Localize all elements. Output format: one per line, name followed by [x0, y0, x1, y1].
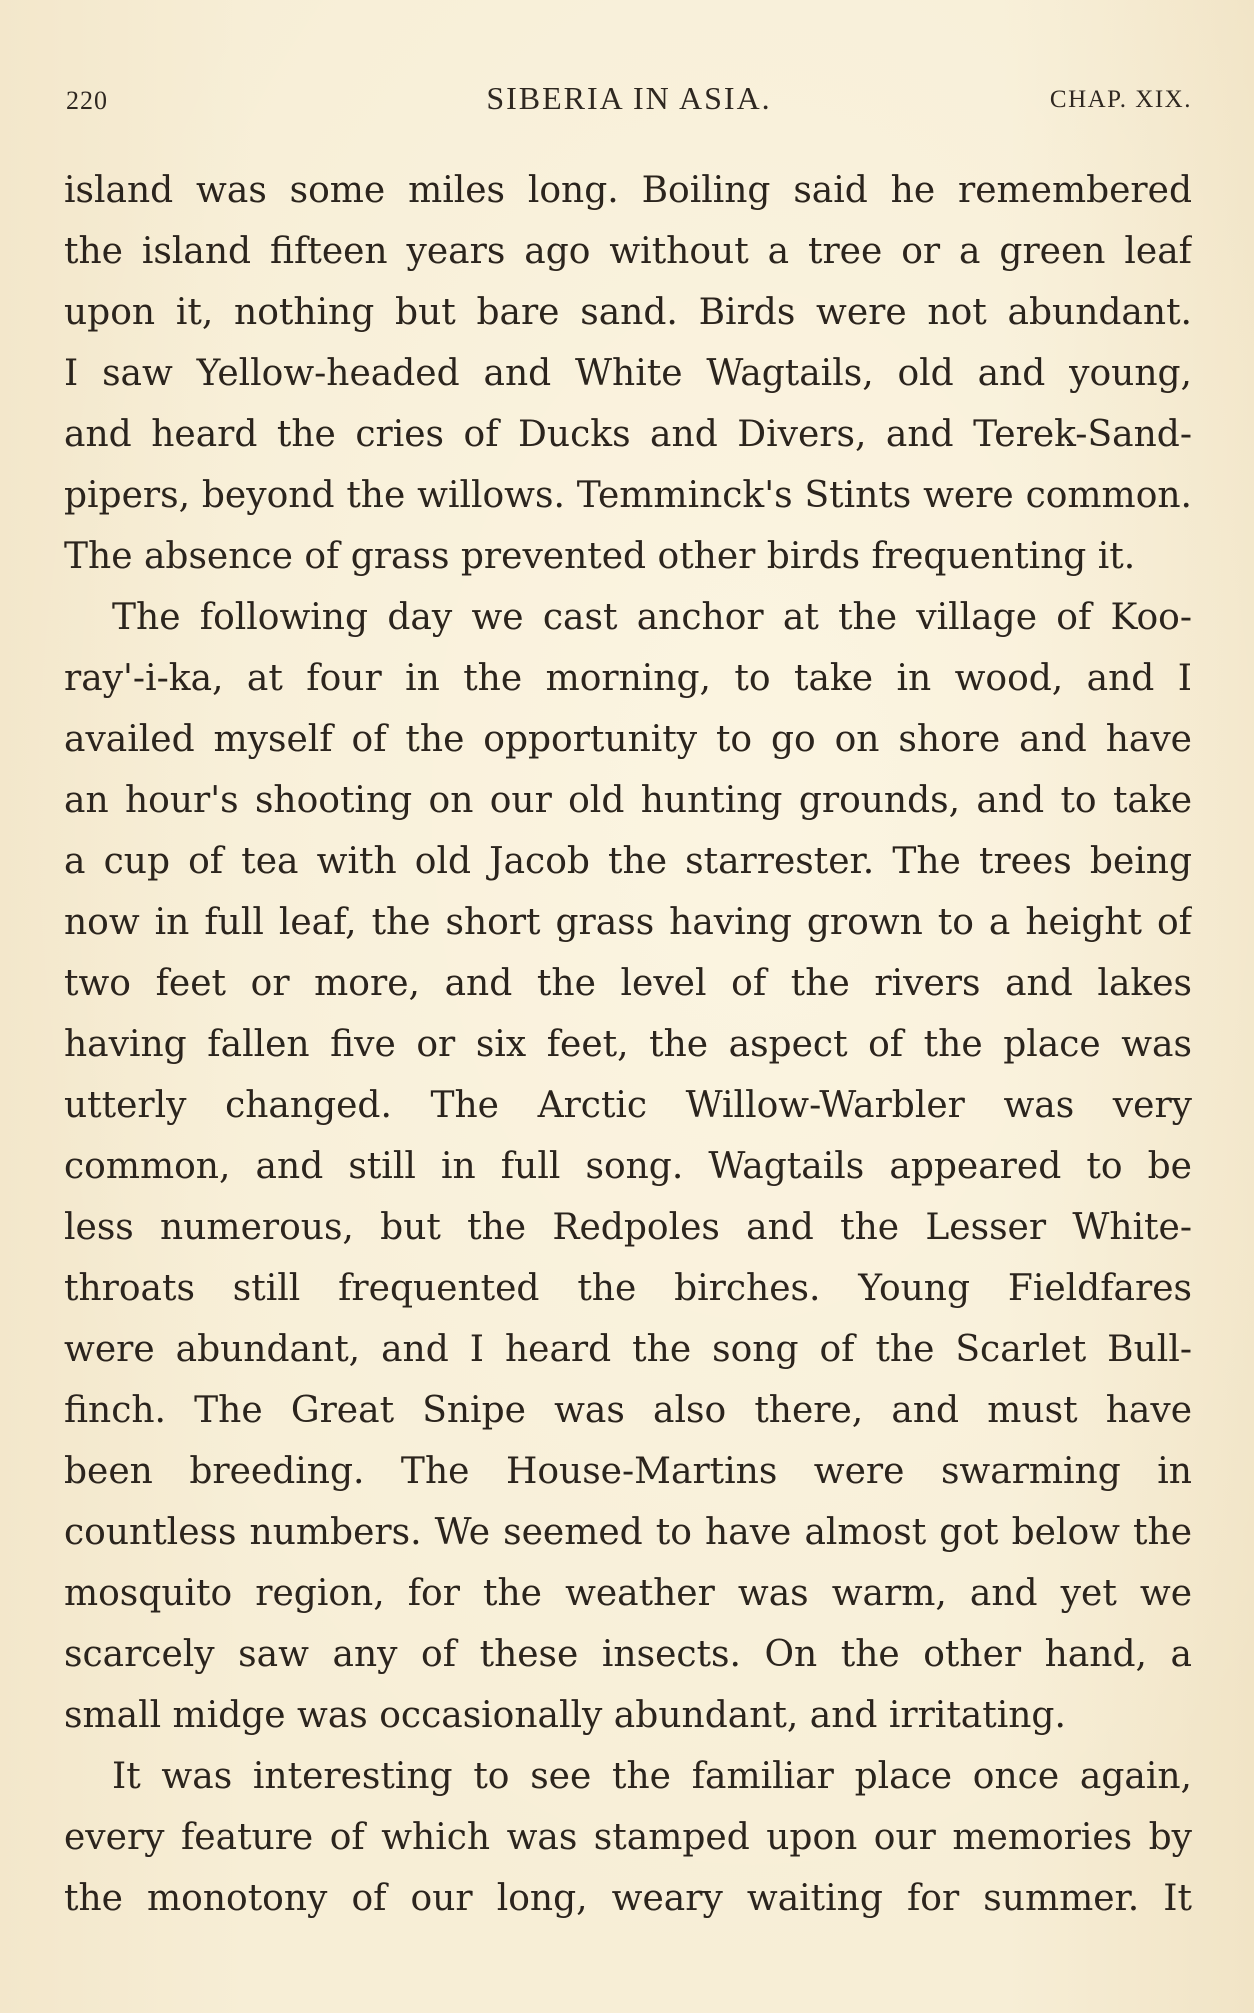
- text-line: island was some miles long. Boiling said he remembered: [64, 170, 1192, 211]
- page-header: [66, 80, 1192, 120]
- text-line: an hour's shooting on our old hunting grounds, and to take: [64, 780, 1192, 821]
- text-line: and heard the cries of Ducks and Divers, and Terek-Sand-: [64, 414, 1192, 455]
- text-line: a cup of tea with old Jacob the starrester. The trees being: [64, 841, 1192, 882]
- text-line: throats still frequented the birches. Young Fieldfares: [64, 1268, 1192, 1309]
- text-line: small midge was occasionally abundant, and irritating.: [64, 1695, 1066, 1736]
- text-line: common, and still in full song. Wagtails appeared to be: [64, 1146, 1192, 1187]
- text-line: The following day we cast anchor at the village of Koo-: [112, 597, 1192, 638]
- text-line: two feet or more, and the level of the rivers and lakes: [64, 963, 1192, 1004]
- running-title: SIBERIA IN ASIA.: [486, 80, 772, 116]
- text-line: scarcely saw any of these insects. On the other hand, a: [64, 1634, 1192, 1675]
- text-line: now in full leaf, the short grass having grown to a height of: [64, 902, 1192, 943]
- text-line: every feature of which was stamped upon our memories by: [64, 1817, 1192, 1858]
- text-line: been breeding. The House-Martins were swarming in: [64, 1451, 1192, 1492]
- text-line: countless numbers. We seemed to have almost got below the: [64, 1512, 1192, 1553]
- text-line: The absence of grass prevented other birds frequenting it.: [64, 536, 1136, 577]
- page-number: 220: [66, 86, 108, 115]
- chapter-label: CHAP. XIX.: [1049, 86, 1192, 113]
- text-line: having fallen five or six feet, the aspect of the place was: [64, 1024, 1192, 1065]
- text-line: the monotony of our long, weary waiting for summer. It: [64, 1878, 1192, 1919]
- text-line: availed myself of the opportunity to go on shore and have: [64, 719, 1192, 760]
- text-line: mosquito region, for the weather was warm, and yet we: [64, 1573, 1192, 1614]
- text-line: I saw Yellow-headed and White Wagtails, old and young,: [64, 353, 1192, 394]
- body-text: [64, 160, 1192, 1929]
- text-line: were abundant, and I heard the song of the Scarlet Bull-: [64, 1329, 1192, 1370]
- text-line: upon it, nothing but bare sand. Birds were not abundant.: [64, 292, 1192, 333]
- text-line: pipers, beyond the willows. Temminck's Stints were common.: [64, 475, 1192, 516]
- text-line: It was interesting to see the familiar place once again,: [112, 1756, 1192, 1797]
- text-line: the island fifteen years ago without a tree or a green leaf: [64, 231, 1192, 272]
- text-line: finch. The Great Snipe was also there, and must have: [64, 1390, 1192, 1431]
- text-line: less numerous, but the Redpoles and the Lesser White-: [64, 1207, 1192, 1248]
- text-line: utterly changed. The Arctic Willow-Warbler was very: [64, 1085, 1192, 1126]
- text-line: ray'-i-ka, at four in the morning, to take in wood, and I: [64, 658, 1192, 699]
